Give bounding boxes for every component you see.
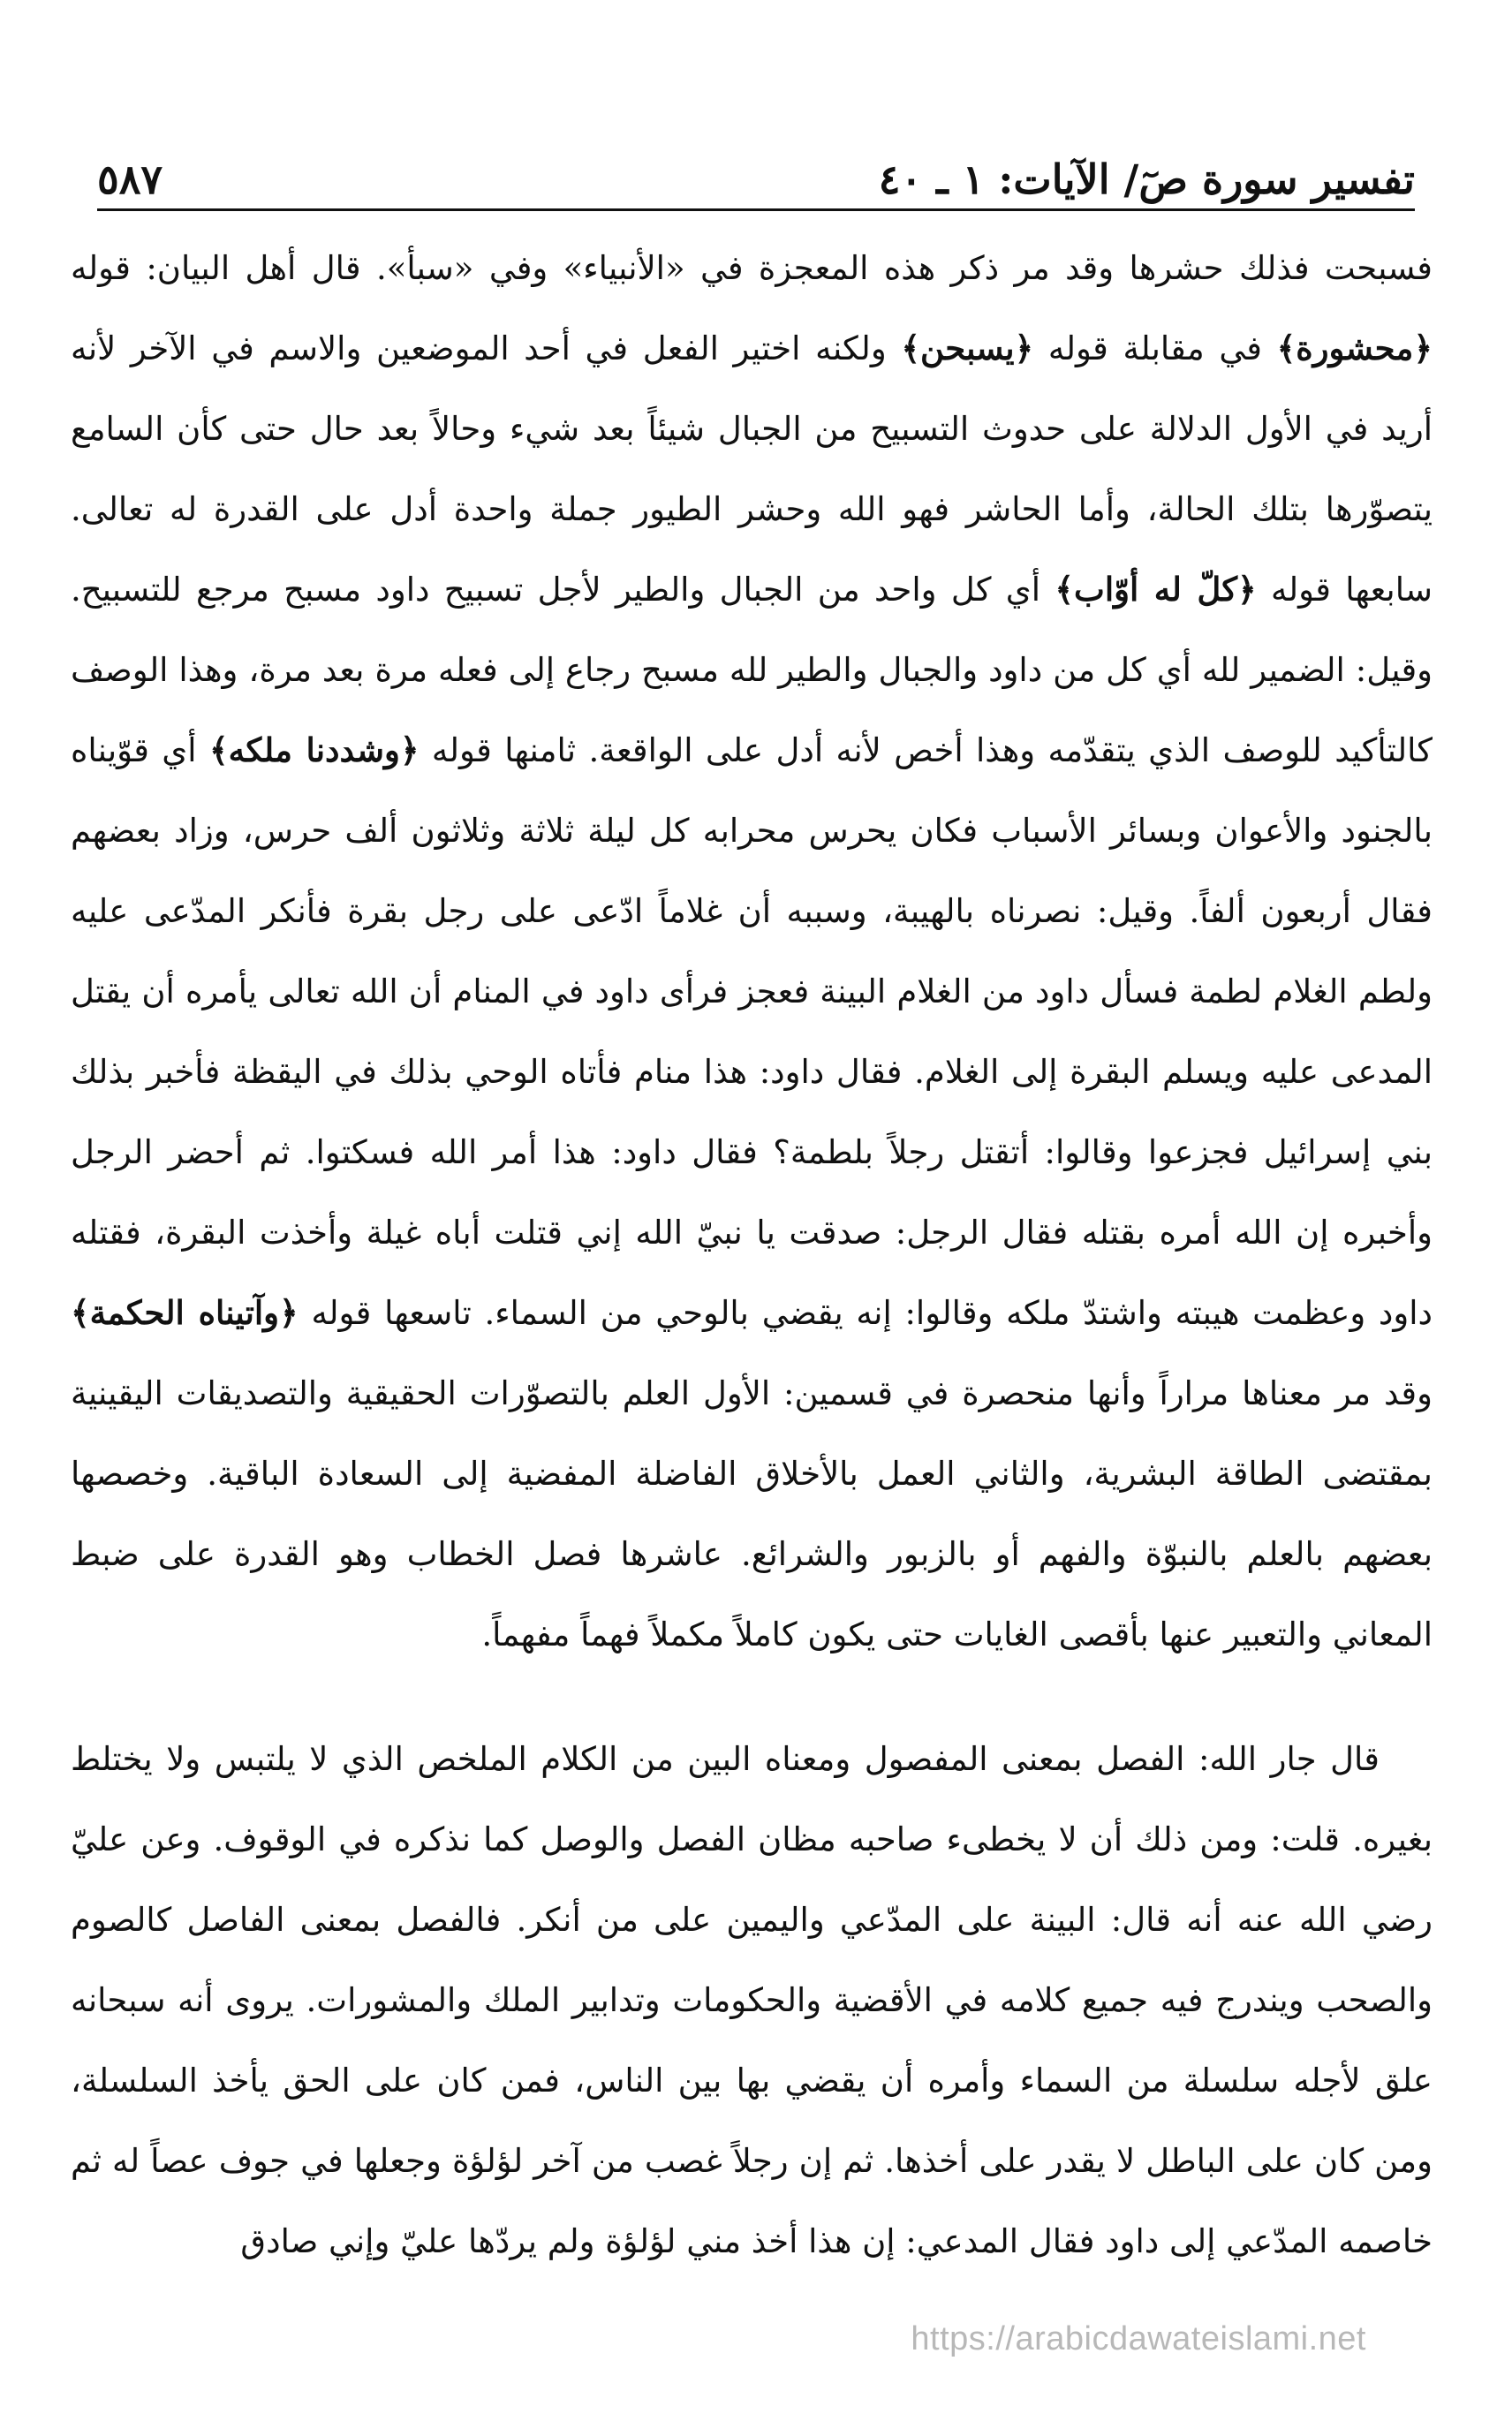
- running-title: تفسير سورة صٓ/ الآيات: ١ ـ ٤٠: [878, 155, 1415, 203]
- quran-quote: ﴿يسبحن﴾: [901, 329, 1034, 367]
- quran-quote: ﴿كلّ له أوّاب﴾: [1055, 570, 1257, 609]
- text-segment: قال جار الله: الفصل بمعنى المفصول ومعناه البين من الكلام الملخص الذي لا يلتبس ولا يختلط بغيره. قلت: ومن ذلك أن لا يخطىء صاحبه مظان الفصل والوصل كما نذكره في الوقوف. وعن عليّ رضي الله عنه أنه قال: البينة على المدّعي واليمين على من أنكر. فالفصل بمعنى الفاصل كالصوم والصحب ويندرج فيه جميع كلامه في الأقضية والحكومات وتدابير الملك والمشورات. يروى أنه سبحانه علق لأجله سلسلة من السماء وأمره أن يقضي بها بين الناس، فمن كان على الحق يأخذ السلسلة، ومن كان على الباطل لا يقدر على أخذها. ثم إن رجلاً غصب من آخر لؤلؤة وجعلها في جوف عصاً له ثم خاصمه المدّعي إلى داود فقال المدعي: إن هذا أخذ مني لؤلؤة ولم يردّها عليّ وإني صادق: [71, 1740, 1433, 2260]
- text-segment: أي قوّيناه بالجنود والأعوان وبسائر الأسباب فكان يحرس محرابه كل ليلة ثلاثة وثلاثون ألف حرس، وزاد بعضهم فقال أربعون ألفاً. وقيل: نصرناه بالهيبة، وسببه أن غلاماً ادّعى على رجل بقرة فأنكر المدّعى عليه ولطم الغلام لطمة فسأل داود من الغلام البينة فعجز فرأى داود في المنام أن الله تعالى يأمره أن يقتل المدعى عليه ويسلم البقرة إلى الغلام. فقال داود: هذا منام فأتاه الوحي بذلك في اليقظة فأخبر بذلك بني إسرائيل فجزعوا وقالوا: أتقتل رجلاً بلطمة؟ فقال داود: هذا أمر الله فسكتوا. ثم أحضر الرجل وأخبره إن الله أمره بقتله فقال الرجل: صدقت يا نبيّ الله إني قتلت أباه غيلة وأخذت البقرة، فقتله داود وعظمت هيبته واشتدّ ملكه وقالوا: إنه يقضي بالوحي من السماء. تاسعها قوله: [71, 731, 1433, 1332]
- page-number: ٥٨٧: [97, 155, 163, 203]
- paragraph-2: [71, 1719, 1433, 2281]
- text-segment: وقد مر معناها مراراً وأنها منحصرة في قسمين: الأول العلم بالتصوّرات الحقيقية والتصديقات اليقينية بمقتضى الطاقة البشرية، والثاني العمل بالأخلاق الفاضلة المفضية إلى السعادة الباقية. وخصصها بعضهم بالعلم بالنبوّة والفهم أو بالزبور والشرائع. عاشرها فصل الخطاب وهو القدرة على ضبط المعاني والتعبير عنها بأقصى الغايات حتى يكون كاملاً مكملاً فهماً مفهماً.: [71, 1374, 1433, 1653]
- text-segment: في مقابلة قوله: [1033, 329, 1277, 367]
- quran-quote: ﴿محشورة﴾: [1276, 329, 1433, 367]
- text-segment: ولكنه اختير الفعل في أحد الموضعين والاسم في الآخر لأنه أريد في الأول الدلالة على حدوث التسبيح من الجبال شيئاً بعد شيء وحالاً بعد حال حتى كأن السامع يتصوّرها بتلك الحالة، وأما الحاشر فهو الله وحشر الطيور جملة واحدة أدل على القدرة له تعالى. سابعها قوله: [71, 329, 1433, 609]
- text-segment: أي كل واحد من الجبال والطير لأجل تسبيح داود مسبح مرجع للتسبيح. وقيل: الضمير لله أي كل من داود والجبال والطير لله مسبح رجاع إلى فعله مرة بعد مرة، وهذا الوصف كالتأكيد للوصف الذي يتقدّمه وهذا أخص لأنه أدل على الواقعة. ثامنها قوله: [71, 571, 1433, 769]
- watermark-url: https://arabicdawateislami.net: [911, 2320, 1366, 2357]
- header-divider: [97, 208, 1415, 211]
- text-segment: فسبحت فذلك حشرها وقد مر ذكر هذه المعجزة في «الأنبياء» وفي «سبأ». قال أهل البيان: قوله: [71, 249, 1433, 287]
- quran-quote: ﴿وشددنا ملكه﴾: [208, 730, 420, 769]
- paragraph-1: [71, 228, 1433, 1675]
- quran-quote: ﴿وآتيناه الحكمة﴾: [71, 1293, 299, 1332]
- page-header: [97, 141, 1415, 203]
- body-text: [71, 228, 1433, 2281]
